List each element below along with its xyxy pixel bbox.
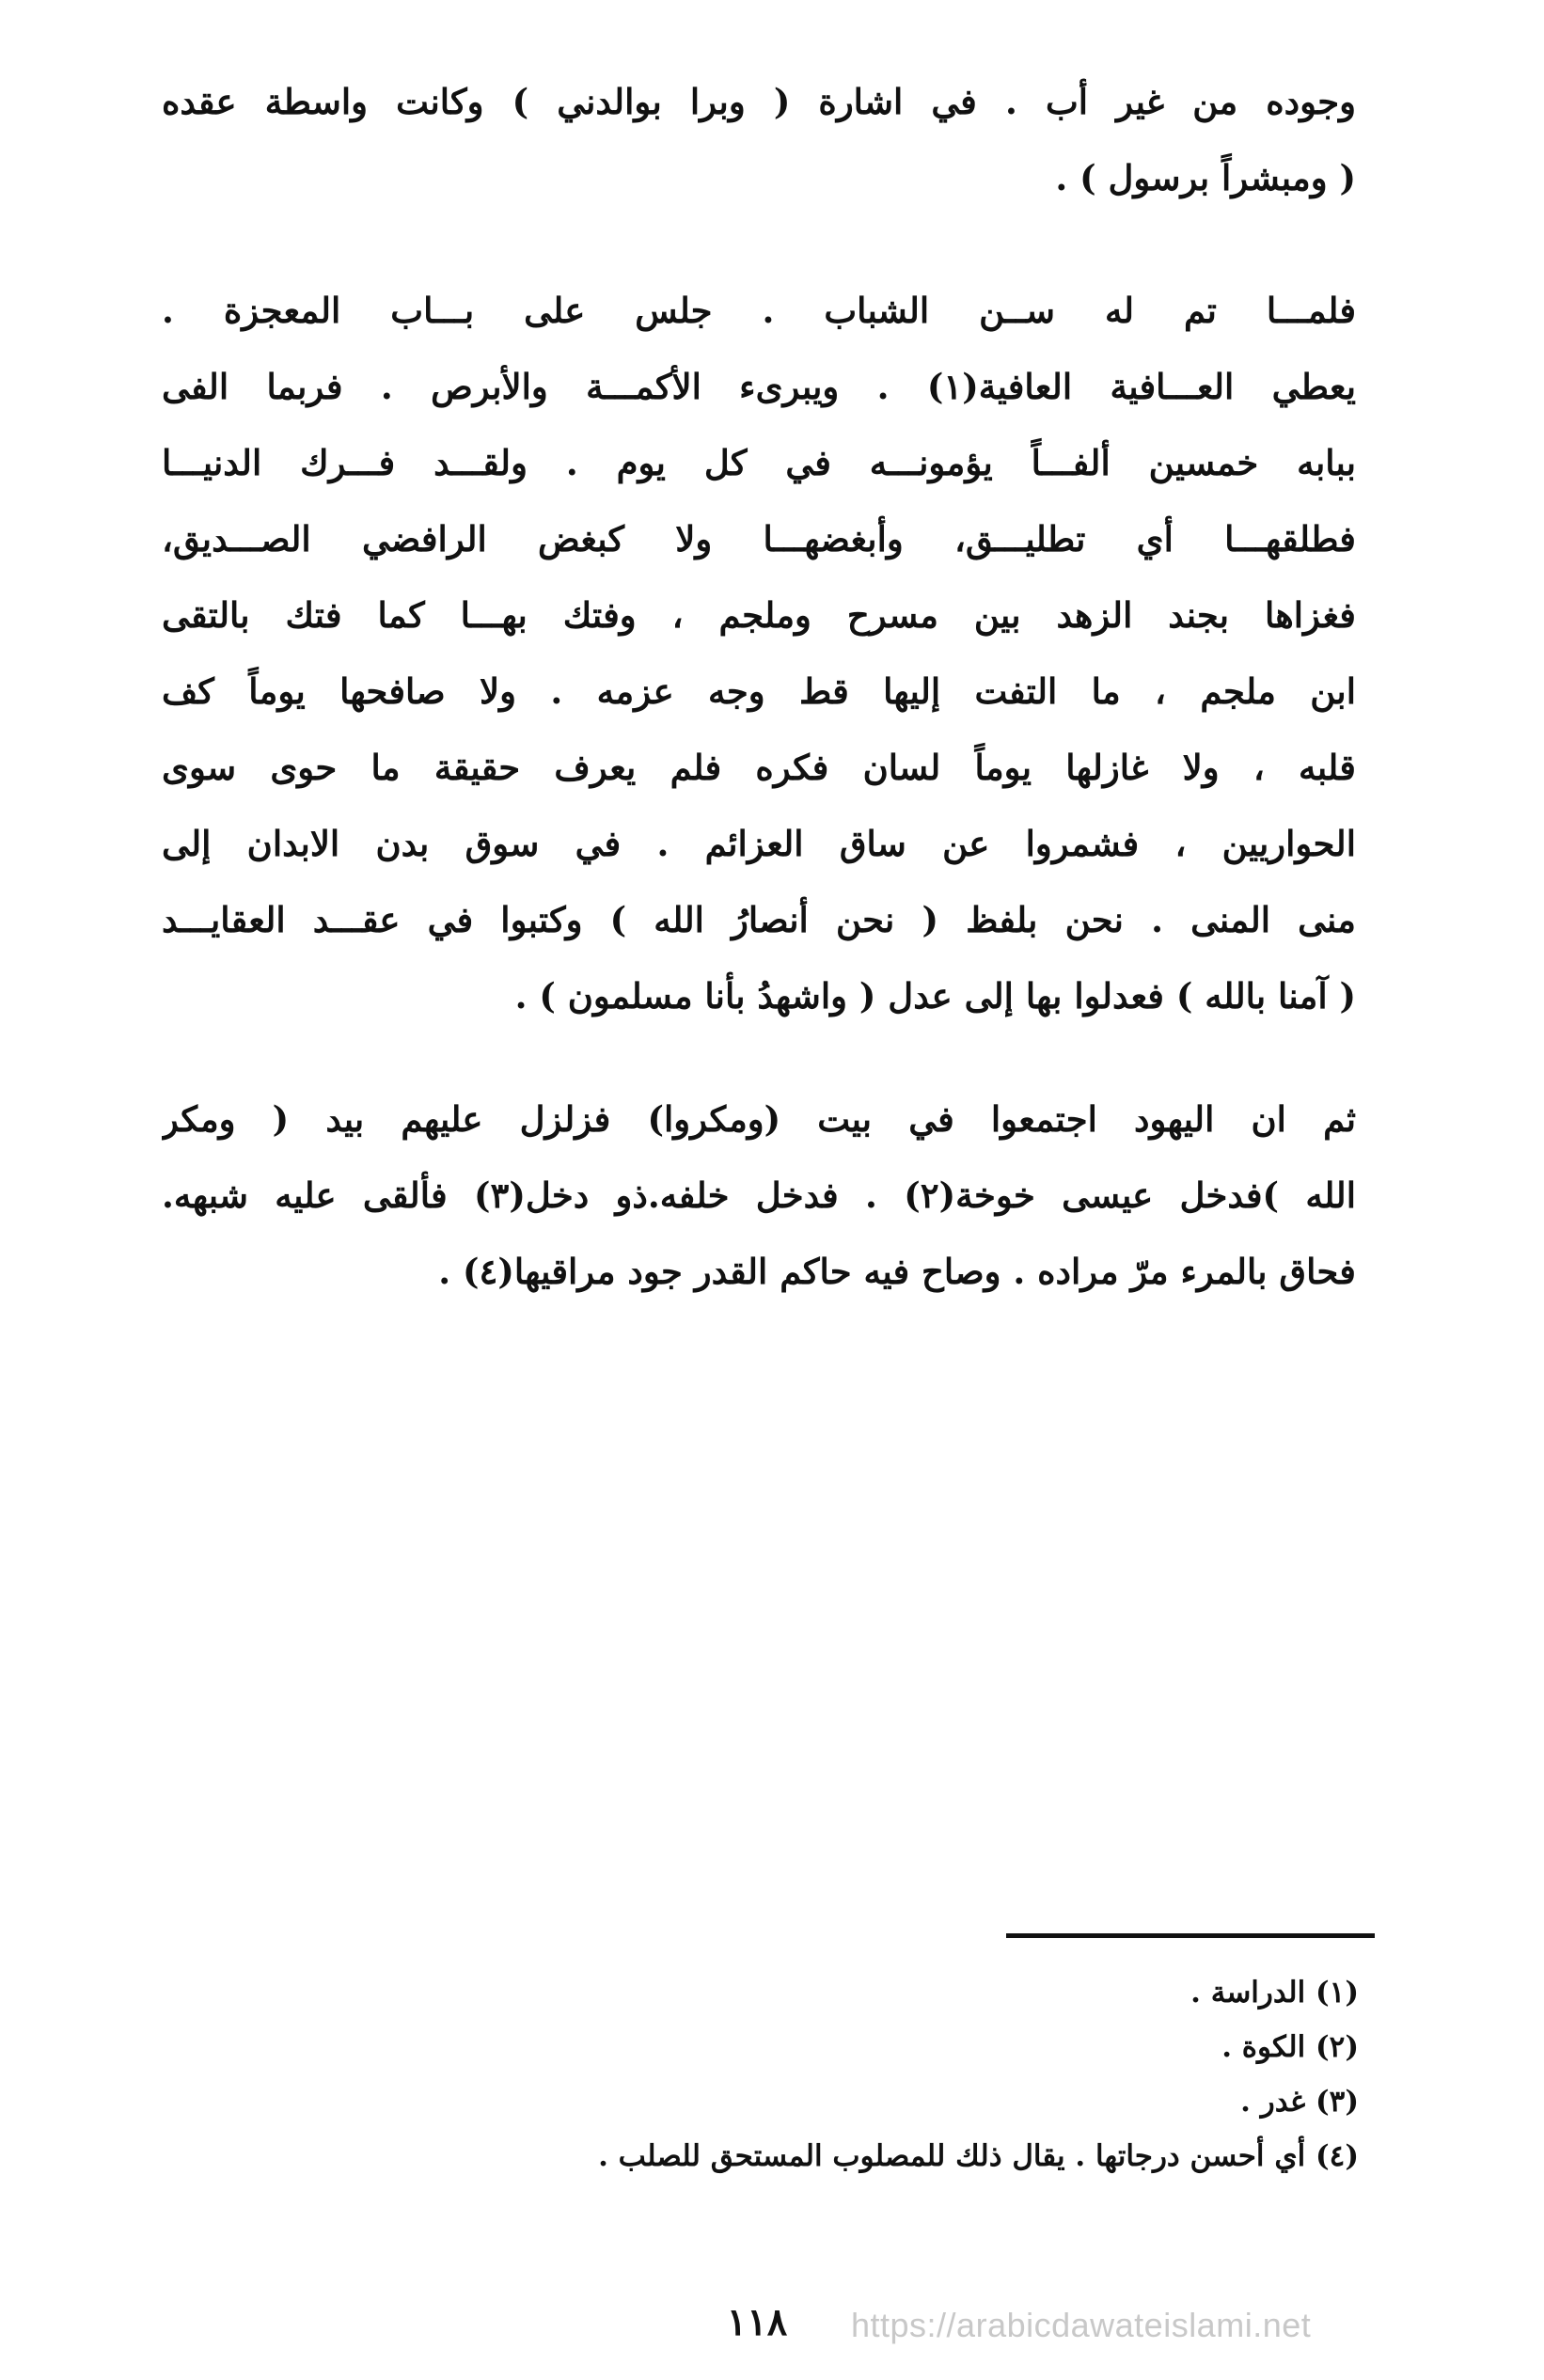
text-line: ببابه خمسين ألفـــاً يؤمونـــه في كل يوم . ولقـــد فـــرك الدنيـــا <box>162 442 1356 483</box>
text-line: فلمـــا تم له ســن الشباب . جلس على بـــاب المعجزة . <box>162 290 1356 331</box>
text-line: ( ومبشراً برسول ) . <box>1055 157 1356 198</box>
text-line: ابن ملجم ، ما التفت إليها قط وجه عزمه . ولا صافحها يوماً كف <box>162 670 1356 712</box>
watermark-url: https://arabicdawateislami.net <box>851 2306 1312 2344</box>
text-line: منى المنى . نحن بلفظ ( نحن أنصارُ الله ) وكتبوا في عقـــد العقايـــد <box>162 899 1356 940</box>
text-line: فحاق بالمرء مرّ مراده . وصاح فيه حاكم القدر جود مراقيها(٤) . <box>438 1251 1356 1292</box>
footnote-2: (٢) الكوة . <box>1221 2030 1359 2064</box>
text-line: يعطي العـــافية العافية(١) . ويبرىء الأكمـــة والأبرص . فربما الفى <box>162 366 1356 407</box>
footnote-3: (٣) غدر . <box>1240 2085 1359 2119</box>
footnotes <box>470 1965 1359 2183</box>
footnote-separator <box>1006 1933 1375 1938</box>
text-line: فغزاها بجند الزهد بين مسرح وملجم ، وفتك بهـــا كما فتك بالتقى <box>162 594 1356 636</box>
text-line: ( آمنا بالله ) فعدلوا بها إلى عدل ( واشهدُ بأنا مسلمون ) . <box>514 975 1356 1017</box>
text-line: الحواريين ، فشمروا عن ساق العزائم . في سوق بدن الابدان إلى <box>162 823 1356 864</box>
text-line: فطلقهـــا أي تطليـــق، وأبغضهـــا ولا كبغض الرافضي الصـــديق، <box>162 518 1356 560</box>
paragraph-1 <box>162 64 1356 216</box>
page-number: ١١٨ <box>726 2300 788 2344</box>
text-line: وجوده من غير أب . في اشارة ( وبرا بوالدني ) وكانت واسطة عقده <box>162 81 1356 122</box>
footnote-1: (١) الدراسة . <box>1190 1976 1359 2010</box>
text-line: الله )فدخل عيسى خوخة(٢) . فدخل خلفه.ذو دخل(٣) فألقى عليه شبهه. <box>162 1174 1356 1216</box>
footnote-4: (٤) أي أحسن درجاتها . يقال ذلك للمصلوب المستحق للصلب . <box>598 2139 1359 2173</box>
paragraph-3 <box>162 1081 1356 1310</box>
text-line: ثم ان اليهود اجتمعوا في بيت (ومكروا) فزلزل عليهم بيد ( ومكر <box>162 1098 1356 1140</box>
paragraph-2 <box>162 273 1356 1034</box>
text-line: قلبه ، ولا غازلها يوماً لسان فكره فلم يعرف حقيقة ما حوى سوى <box>162 747 1356 788</box>
